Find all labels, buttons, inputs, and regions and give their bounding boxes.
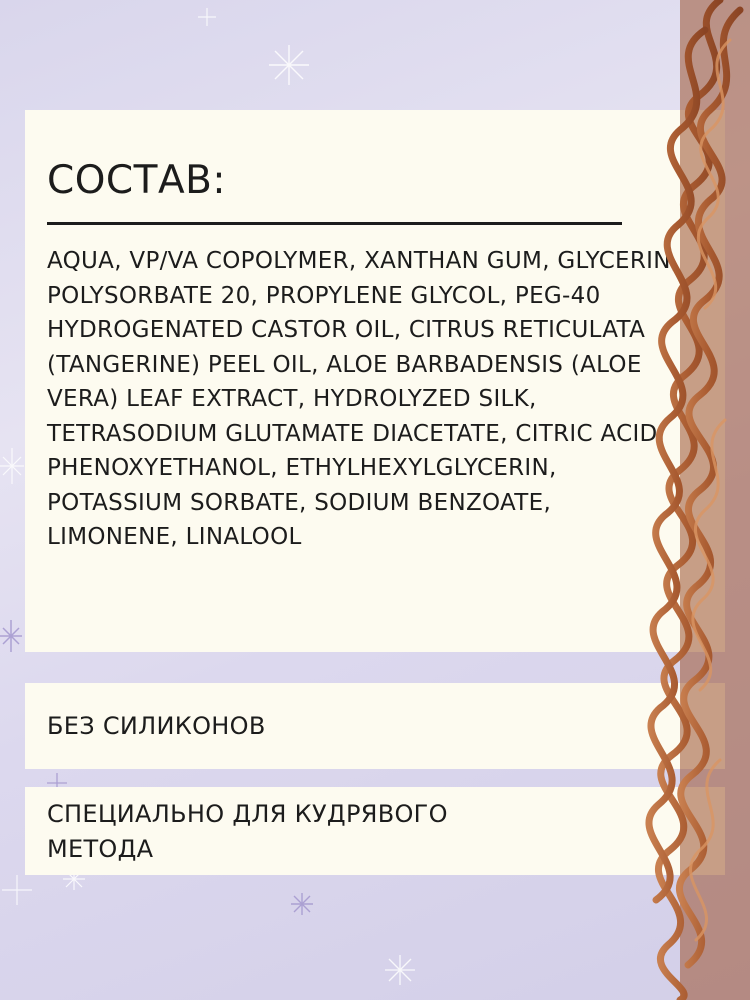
curly-hair-image	[560, 0, 750, 1000]
composition-title: СОСТАВ:	[47, 158, 227, 203]
ingredients-list: AQUA, VP/VA COPOLYMER, XANTHAN GUM, GLYCERIN, POLYSORBATE 20, PROPYLENE GLYCOL, PEG-40 HYDROGENATED CASTOR OIL, CITRUS RETICULATA (TANGERINE) PEEL OIL, ALOE BARBADENSIS (ALOE VERA) LEAF EXTRACT, HYDROLYZED SILK, TETRASODIUM GLUTAMATE DIACETATE, CITRIC ACID, PHENOXYETHANOL, ETHYLHEXYLGLYCERIN, POTASSIUM SORBATE, SODIUM BENZOATE, LIMONENE, LINALOOL	[47, 248, 679, 550]
sparkle-icon	[0, 620, 22, 652]
title-divider	[47, 222, 622, 225]
sparkle-icon	[385, 955, 415, 985]
sparkle-icon	[269, 45, 309, 85]
silicone-free-label: БЕЗ СИЛИКОНОВ	[47, 712, 266, 740]
sparkle-icon	[198, 8, 216, 26]
sparkle-icon	[2, 875, 32, 905]
sparkle-icon	[291, 893, 313, 915]
curly-method-label: СПЕЦИАЛЬНО ДЛЯ КУДРЯВОГО МЕТОДА	[47, 800, 448, 863]
sparkle-icon	[0, 448, 24, 484]
